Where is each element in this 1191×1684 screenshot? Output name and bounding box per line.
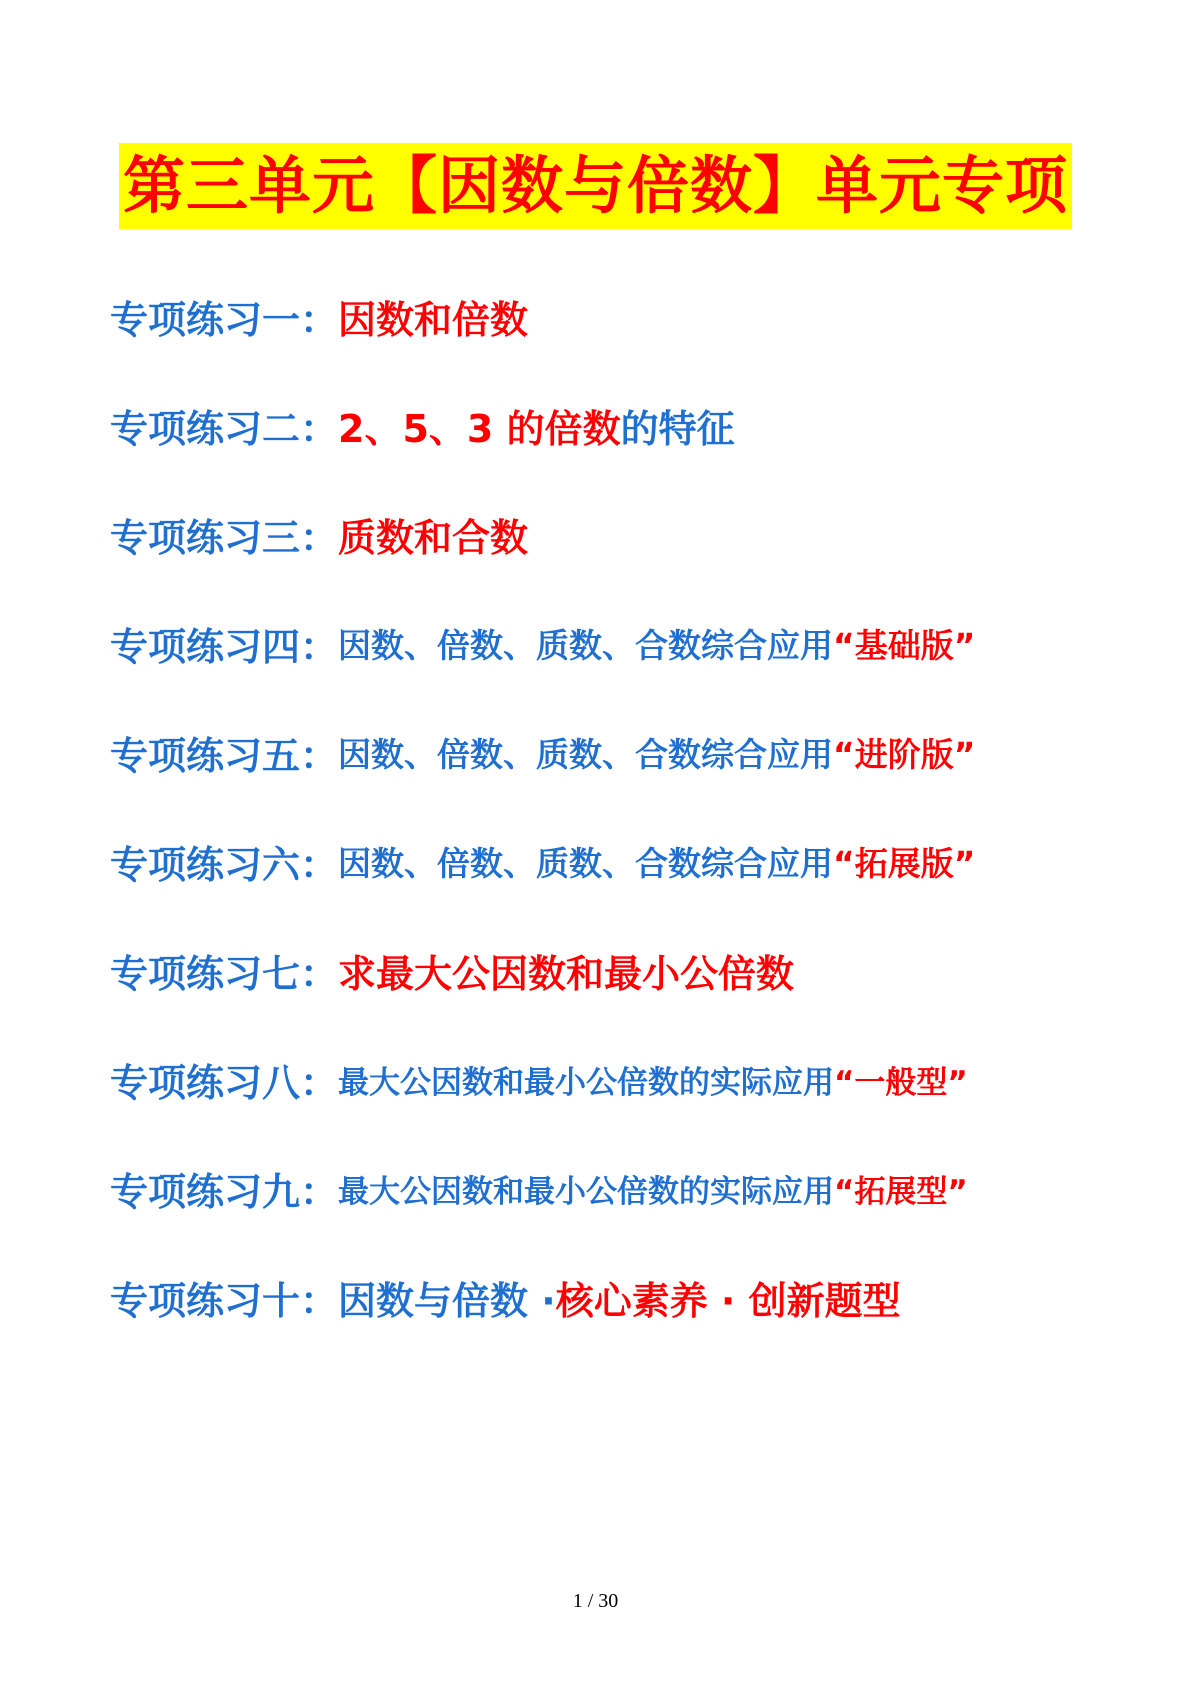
- exercise-prefix: 专项练习一：: [110, 298, 339, 342]
- exercise-level-tag: “基础版”: [833, 626, 976, 665]
- exercise-item-1: [110, 262, 1170, 371]
- exercise-level-tag: “拓展型”: [834, 1174, 968, 1210]
- exercise-item-5: [110, 698, 1170, 807]
- exercise-prefix: 专项练习九：: [110, 1170, 339, 1214]
- exercise-prefix: 专项练习五：: [110, 734, 339, 778]
- exercise-item-8: [110, 1025, 1170, 1134]
- exercise-topic: 因数、倍数、质数、合数综合应用: [338, 735, 834, 774]
- exercise-item-2: [110, 371, 1170, 480]
- page-number: [0, 1590, 1191, 1613]
- exercise-level-tag: “进阶版”: [833, 735, 976, 774]
- page-title: 第三单元【因数与倍数】单元专项: [119, 143, 1072, 229]
- exercise-prefix: 专项练习二：: [110, 407, 339, 451]
- exercise-level-tag: “拓展版”: [833, 844, 976, 883]
- exercise-item-10: [110, 1243, 1170, 1352]
- exercise-topic: 因数与倍数 ·: [338, 1279, 556, 1323]
- exercise-topic: 求最大公因数和最小公倍数: [338, 952, 795, 996]
- exercise-prefix: 专项练习七：: [110, 952, 339, 996]
- exercise-topic: 最大公因数和最小公倍数的实际应用: [338, 1065, 835, 1101]
- title-block: [0, 143, 1191, 229]
- exercise-topic-suffix: 核心素养 · 创新题型: [555, 1279, 901, 1323]
- exercise-item-9: [110, 1134, 1170, 1243]
- exercise-level-tag: “一般型”: [834, 1065, 968, 1101]
- page-separator: /: [587, 1590, 594, 1612]
- exercise-prefix: 专项练习十：: [110, 1279, 339, 1323]
- exercise-prefix: 专项练习六：: [110, 843, 339, 887]
- exercise-item-4: [110, 589, 1170, 698]
- exercise-prefix: 专项练习三：: [110, 516, 339, 560]
- exercise-list: [110, 262, 1170, 1352]
- exercise-item-7: [110, 916, 1170, 1025]
- exercise-topic: 因数、倍数、质数、合数综合应用: [338, 844, 834, 883]
- exercise-topic: 2、5、3 的倍数: [338, 407, 621, 451]
- exercise-topic: 质数和合数: [338, 516, 529, 560]
- exercise-topic-suffix: 的特征: [620, 407, 735, 451]
- exercise-prefix: 专项练习八：: [110, 1061, 339, 1105]
- exercise-topic: 因数、倍数、质数、合数综合应用: [338, 626, 834, 665]
- exercise-item-6: [110, 807, 1170, 916]
- exercise-item-3: [110, 480, 1170, 589]
- exercise-topic: 最大公因数和最小公倍数的实际应用: [338, 1174, 835, 1210]
- exercise-prefix: 专项练习四：: [110, 625, 339, 669]
- total-pages: 30: [598, 1590, 619, 1612]
- exercise-topic: 因数和倍数: [338, 298, 529, 342]
- current-page: 1: [572, 1590, 583, 1612]
